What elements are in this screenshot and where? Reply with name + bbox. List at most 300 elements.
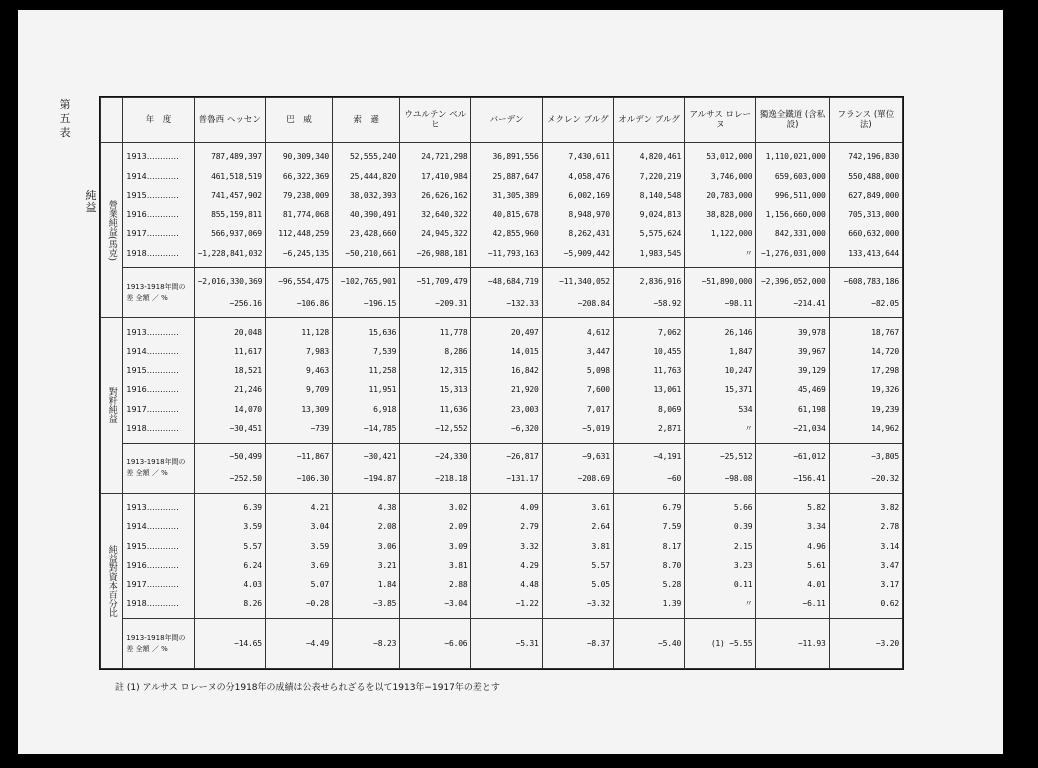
total-value: −608,783,186 — [843, 276, 899, 286]
value: 13,309 — [301, 404, 330, 414]
total-column-cell — [400, 619, 471, 669]
value: 6.24 — [243, 560, 262, 570]
totals-label: 1913-1918年間の差 全額 ／ % — [123, 443, 194, 493]
value-column-cell — [265, 318, 332, 443]
value: −21,034 — [793, 424, 826, 434]
section-totals-row — [101, 619, 903, 669]
total-value: −2,396,052,000 — [761, 276, 826, 286]
value: 4.48 — [520, 580, 539, 590]
value: 12,315 — [439, 366, 468, 376]
value: 90,309,340 — [282, 152, 330, 162]
total-value: −5.40 — [658, 638, 682, 648]
value: 26,626,162 — [421, 190, 468, 200]
value: 4.96 — [807, 541, 826, 551]
year-label: 1913………… — [126, 327, 179, 337]
value: 3.82 — [880, 502, 899, 512]
value-column-cell — [542, 318, 613, 443]
data-table-frame — [99, 96, 904, 670]
section-years-row — [101, 318, 903, 443]
value: 21,246 — [234, 385, 262, 395]
value: 1,110,021,000 — [765, 152, 826, 162]
value-column-cell — [333, 318, 400, 443]
value: 4.03 — [243, 580, 262, 590]
value: 2.88 — [448, 580, 468, 590]
value: 2,871 — [658, 424, 682, 434]
value: 534 — [738, 404, 753, 414]
total-column-cell — [333, 443, 400, 493]
value: −1,228,841,032 — [197, 248, 263, 258]
value: 6.79 — [662, 502, 682, 512]
total-value: −58.92 — [653, 298, 682, 308]
section-label: 對粁純益 — [101, 318, 123, 493]
value: 32,640,322 — [421, 210, 468, 220]
total-column-cell — [333, 268, 400, 318]
total-value: −4,191 — [653, 452, 682, 462]
total-value: −9,631 — [582, 452, 610, 462]
value: 20,783,000 — [706, 190, 753, 200]
value: −26,988,181 — [416, 248, 468, 258]
value: 0.62 — [880, 599, 899, 609]
total-value: −196.15 — [363, 298, 397, 308]
value: −3.04 — [444, 599, 468, 609]
value: 15,313 — [439, 385, 468, 395]
value: −5,909,442 — [563, 248, 610, 258]
total-value: −60 — [667, 474, 682, 484]
total-value: −131.17 — [506, 474, 539, 484]
total-column-cell — [471, 443, 542, 493]
value: 461,518,519 — [211, 171, 262, 181]
total-column-cell — [194, 619, 265, 669]
value-column-cell — [333, 493, 400, 618]
total-column-cell — [829, 443, 902, 493]
value: 133,413,644 — [848, 248, 899, 258]
value: 705,313,000 — [848, 210, 899, 220]
value-column-cell — [756, 493, 829, 618]
value-column-cell — [542, 493, 613, 618]
year-label: 1915………… — [126, 541, 179, 551]
value: 1.39 — [662, 599, 682, 609]
total-column-cell — [829, 268, 902, 318]
section-totals-row — [101, 268, 903, 318]
total-value: −11.93 — [797, 638, 826, 648]
total-value: −106.86 — [296, 298, 330, 308]
year-label: 1913………… — [126, 152, 179, 162]
value: 11,778 — [439, 327, 468, 337]
total-value: (1) −5.55 — [710, 638, 753, 648]
value: 2.15 — [733, 541, 753, 551]
value: 23,003 — [510, 404, 539, 414]
total-column-cell — [613, 268, 684, 318]
value: 1,847 — [729, 346, 753, 356]
year-label: 1916………… — [126, 210, 179, 220]
total-value: −256.16 — [229, 298, 262, 308]
value: 9,024,813 — [639, 210, 682, 220]
value: 31,305,389 — [492, 190, 539, 200]
value: 996,511,000 — [774, 190, 826, 200]
value: 659,603,000 — [774, 171, 826, 181]
value: 19,326 — [871, 385, 899, 395]
value: 〃 — [744, 599, 753, 609]
value: 7,062 — [658, 327, 682, 337]
value-column-cell — [471, 318, 542, 443]
value: 787,489,397 — [211, 152, 262, 162]
value: 3.69 — [310, 560, 330, 570]
value: 79,238,009 — [282, 190, 330, 200]
value: 8.70 — [662, 560, 682, 570]
value: 〃 — [744, 248, 753, 258]
footnote: 註 (1) アルサス ロレーヌの分1918年の成績は公表せられざるを以て1913年−1917年の差とす — [115, 683, 500, 693]
value: 3.32 — [520, 541, 539, 551]
table-label: 第五表 — [59, 98, 71, 139]
value: 5.57 — [591, 560, 610, 570]
total-value: −82.05 — [871, 298, 899, 308]
total-value: −30,421 — [363, 452, 397, 462]
value: 17,298 — [871, 366, 899, 376]
value: 8,286 — [444, 346, 468, 356]
value: 5.66 — [733, 502, 753, 512]
value: 3.81 — [448, 560, 468, 570]
value-column-cell — [829, 318, 902, 443]
value: 13,061 — [653, 385, 682, 395]
column-header: バーデン — [471, 98, 542, 143]
value-column-cell — [333, 143, 400, 268]
value: 24,721,298 — [421, 152, 468, 162]
year-label: 1917………… — [126, 580, 179, 590]
total-column-cell — [333, 619, 400, 669]
value: 4,058,476 — [568, 171, 610, 181]
value: 15,371 — [724, 385, 753, 395]
total-value: −8.23 — [373, 638, 397, 648]
year-label: 1914………… — [126, 171, 179, 181]
total-value: −96,554,475 — [278, 276, 330, 286]
value: 20,497 — [510, 327, 539, 337]
total-value: −194.87 — [363, 474, 397, 484]
year-label: 1916………… — [126, 385, 179, 395]
value: 7,983 — [305, 346, 330, 356]
value: 6,918 — [373, 404, 397, 414]
value: 3.59 — [310, 541, 330, 551]
value: −1.22 — [515, 599, 539, 609]
value-column-cell — [756, 318, 829, 443]
total-value: −3.20 — [875, 638, 899, 648]
value: 11,128 — [301, 327, 330, 337]
value: 26,146 — [724, 327, 753, 337]
total-value: −98.08 — [724, 474, 753, 484]
value: −50,210,661 — [345, 248, 397, 258]
value: 24,945,322 — [421, 229, 468, 239]
total-column-cell — [829, 619, 902, 669]
value: 11,763 — [653, 366, 682, 376]
total-value: −156.41 — [793, 474, 826, 484]
value: 8,262,431 — [568, 229, 610, 239]
value: 36,891,556 — [492, 152, 539, 162]
value: 5.57 — [243, 541, 262, 551]
total-column-cell — [265, 443, 332, 493]
total-value: −61,012 — [793, 452, 826, 462]
column-header: オルデン ブルグ — [613, 98, 684, 143]
column-header: 巴 威 — [265, 98, 332, 143]
value: −6.11 — [802, 599, 826, 609]
value-column-cell — [400, 318, 471, 443]
value: 18,521 — [234, 366, 262, 376]
value: 16,842 — [510, 366, 539, 376]
value: 14,962 — [871, 424, 899, 434]
value: 112,448,259 — [278, 229, 330, 239]
value-column-cell — [471, 143, 542, 268]
value: 4.29 — [520, 560, 539, 570]
value: 18,767 — [871, 327, 899, 337]
value: 17,410,984 — [421, 171, 468, 181]
value-column-cell — [400, 493, 471, 618]
value-column-cell — [756, 143, 829, 268]
value: 5,098 — [586, 366, 610, 376]
value: 5,575,624 — [639, 229, 682, 239]
value: 2.09 — [448, 522, 468, 532]
total-column-cell — [265, 268, 332, 318]
total-value: −3,805 — [871, 452, 899, 462]
value: 15,636 — [368, 327, 397, 337]
value: 53,012,000 — [706, 152, 753, 162]
column-header: アルサス ロレーヌ — [685, 98, 756, 143]
value: 8,069 — [658, 404, 682, 414]
value: 3.47 — [880, 560, 899, 570]
column-header: 索 遜 — [333, 98, 400, 143]
value: 25,887,647 — [492, 171, 539, 181]
total-column-cell — [613, 443, 684, 493]
year-label: 1918………… — [126, 248, 179, 258]
value-column-cell — [542, 143, 613, 268]
value: 1,122,000 — [710, 229, 753, 239]
total-value: −208.69 — [577, 474, 610, 484]
year-label: 1918………… — [126, 424, 179, 434]
total-value: −208.84 — [577, 298, 610, 308]
value: 3.14 — [880, 541, 899, 551]
value: 2.64 — [591, 522, 610, 532]
total-column-cell — [685, 443, 756, 493]
total-value: −132.33 — [506, 298, 539, 308]
value: 45,469 — [797, 385, 826, 395]
value: 1.84 — [377, 580, 397, 590]
value: 5.05 — [591, 580, 610, 590]
section-years-row — [101, 493, 903, 618]
value: 842,331,000 — [774, 229, 826, 239]
value: 3.61 — [591, 502, 610, 512]
value: 39,967 — [797, 346, 826, 356]
value: 4,612 — [586, 327, 610, 337]
value: −30,451 — [229, 424, 262, 434]
value: 38,828,000 — [706, 210, 753, 220]
value: 3.06 — [377, 541, 397, 551]
value-column-cell — [194, 143, 265, 268]
value-column-cell — [265, 493, 332, 618]
year-label: 1915………… — [126, 366, 179, 376]
total-value: −20.32 — [871, 474, 899, 484]
value: −6,245,135 — [282, 248, 330, 258]
total-value: −14.65 — [234, 638, 262, 648]
value-column-cell — [400, 143, 471, 268]
total-column-cell — [756, 443, 829, 493]
value: 3.59 — [243, 522, 262, 532]
total-value: −5.31 — [515, 638, 539, 648]
value: 566,937,069 — [211, 229, 262, 239]
value: 7,539 — [373, 346, 397, 356]
value: 2.78 — [880, 522, 899, 532]
value: 14,070 — [234, 404, 262, 414]
value: −0.28 — [305, 599, 330, 609]
value: 4.01 — [807, 580, 826, 590]
value-column-cell — [685, 143, 756, 268]
value-column-cell — [471, 493, 542, 618]
totals-label: 1913-1918年間の差 全額 ／ % — [123, 619, 194, 669]
year-cell — [123, 318, 194, 443]
value: 25,444,820 — [350, 171, 397, 181]
value: −12,552 — [435, 424, 468, 434]
value: 741,457,902 — [211, 190, 262, 200]
year-label: 1913………… — [126, 502, 179, 512]
column-header: メクレン ブルグ — [542, 98, 613, 143]
section-label: 營業純益(馬克) — [101, 143, 123, 318]
totals-label: 1913-1918年間の差 全額 ／ % — [123, 268, 194, 318]
value: 7,430,611 — [568, 152, 610, 162]
total-column-cell — [471, 619, 542, 669]
value: 3.02 — [448, 502, 468, 512]
value-column-cell — [265, 143, 332, 268]
value: 10,455 — [653, 346, 682, 356]
value: −11,793,163 — [487, 248, 539, 258]
value: 11,951 — [368, 385, 397, 395]
value: 7,220,219 — [639, 171, 682, 181]
value: 3.23 — [733, 560, 753, 570]
value: 7,600 — [586, 385, 610, 395]
value: 7.59 — [662, 522, 682, 532]
total-column-cell — [471, 268, 542, 318]
value: 5.07 — [310, 580, 330, 590]
value: −3.32 — [586, 599, 610, 609]
total-value: −11,340,052 — [559, 276, 610, 286]
year-label: 1917………… — [126, 229, 179, 239]
total-value: −11,867 — [296, 452, 330, 462]
year-label: 1915………… — [126, 190, 179, 200]
value: 8.17 — [662, 541, 682, 551]
total-value: −25,512 — [720, 452, 753, 462]
total-value: −51,890,000 — [701, 276, 753, 286]
value: 3.21 — [377, 560, 397, 570]
total-column-cell — [400, 268, 471, 318]
value: 4.38 — [377, 502, 397, 512]
value-column-cell — [829, 493, 902, 618]
value: 6,002,169 — [568, 190, 610, 200]
total-value: −48,684,719 — [487, 276, 539, 286]
column-header: 年 度 — [123, 98, 194, 143]
value-column-cell — [613, 318, 684, 443]
side-label: 純益 — [85, 189, 97, 214]
total-column-cell — [756, 268, 829, 318]
year-label: 1917………… — [126, 404, 179, 414]
value: 66,322,369 — [282, 171, 330, 181]
total-column-cell — [542, 619, 613, 669]
value-column-cell — [613, 143, 684, 268]
value: 81,774,068 — [282, 210, 330, 220]
value-column-cell — [685, 318, 756, 443]
column-header: ウユルテン ベルヒ — [400, 98, 471, 143]
value: 0.11 — [733, 580, 753, 590]
total-column-cell — [542, 443, 613, 493]
value: 4.09 — [520, 502, 539, 512]
value-column-cell — [613, 493, 684, 618]
section-label: 純益對資本百分比 — [101, 493, 123, 668]
value: 11,636 — [439, 404, 468, 414]
total-value: −98.11 — [724, 298, 753, 308]
year-label: 1916………… — [126, 560, 179, 570]
value: 3,447 — [586, 346, 610, 356]
table-body — [101, 143, 903, 669]
total-column-cell — [265, 619, 332, 669]
value: 742,196,830 — [848, 152, 899, 162]
total-value: −4.49 — [305, 638, 330, 648]
year-cell — [123, 493, 194, 618]
year-cell — [123, 143, 194, 268]
total-value: −50,499 — [229, 452, 262, 462]
total-column-cell — [685, 268, 756, 318]
year-label: 1918………… — [126, 599, 179, 609]
total-column-cell — [542, 268, 613, 318]
year-label: 1914………… — [126, 522, 179, 532]
value: 627,849,000 — [848, 190, 899, 200]
value: 4.21 — [310, 502, 330, 512]
value: 40,390,491 — [350, 210, 397, 220]
total-value: −8.37 — [586, 638, 610, 648]
value: 11,258 — [368, 366, 397, 376]
value: 42,855,960 — [492, 229, 539, 239]
total-value: −6.06 — [444, 638, 468, 648]
value: 7,017 — [586, 404, 610, 414]
value: 2.08 — [377, 522, 397, 532]
value: 11,617 — [234, 346, 262, 356]
total-value: −209.31 — [435, 298, 468, 308]
value: 5.61 — [807, 560, 826, 570]
value: 8,140,548 — [639, 190, 682, 200]
value-column-cell — [829, 143, 902, 268]
column-header: 普魯西 ヘッセン — [194, 98, 265, 143]
value-column-cell — [194, 493, 265, 618]
value: 14,720 — [871, 346, 899, 356]
value: 0.39 — [733, 522, 753, 532]
value: −14,785 — [363, 424, 397, 434]
section-totals-row — [101, 443, 903, 493]
value: 3.34 — [807, 522, 826, 532]
year-label: 1914………… — [126, 346, 179, 356]
value: 38,032,393 — [350, 190, 397, 200]
value-column-cell — [685, 493, 756, 618]
value: 10,247 — [724, 366, 753, 376]
value: 660,632,000 — [848, 229, 899, 239]
value: −5,019 — [582, 424, 610, 434]
value: 2.79 — [520, 522, 539, 532]
value: 40,815,678 — [492, 210, 539, 220]
value: 3.04 — [310, 522, 330, 532]
value: 855,159,811 — [211, 210, 262, 220]
total-column-cell — [400, 443, 471, 493]
value: 8.26 — [243, 599, 262, 609]
total-value: −2,016,330,369 — [197, 276, 263, 286]
value: 5.28 — [662, 580, 682, 590]
value: 19,239 — [871, 404, 899, 414]
total-column-cell — [756, 619, 829, 669]
value: 23,428,660 — [350, 229, 397, 239]
value: 5.82 — [807, 502, 826, 512]
value: −6,320 — [510, 424, 539, 434]
total-value: −106.30 — [296, 474, 330, 484]
